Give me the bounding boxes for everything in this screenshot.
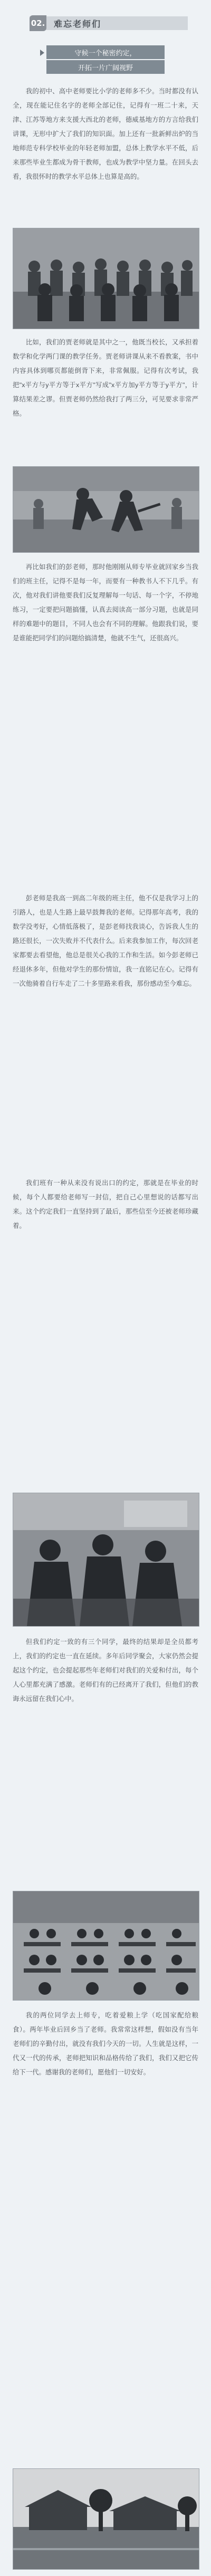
paragraph-5: 我们班有一种从来没有说出口的约定，那就是在毕业的时候，每个人都要给老师写一封信，把自己心里想说的话都写出来。这个约定我们一直坚持到了最后，那些信至今还被老师珍藏着。 [13,1179,198,1229]
section-banner [30,16,188,30]
subheading [46,45,165,75]
paragraph-2: 比如，我们的贾老师就是其中之一，他既当校长，又承担着数学和化学两门课的教学任务。贾老师讲课从来不看教案，书中内容具体到哪页都能倒背下来，非常佩服。记得有次考试，我把"x平方与y平方等于x平方"写成"x平方加y平方等于y平方"，计算结果差之谬。但贾老师仍然给我打了两三分，可见要求非常严格。 [13,339,198,417]
arrow-icon [40,50,44,56]
paragraph-7: 我的两位同学去上师专，吃着爱粮上学（吃国家配给粮食）。两年毕业后回乡当了老师。我常常这样想，假如没有当年老师们的辛勤付出，就没有我们今天的一切。人生就是这样，一代又一代的传承，老师把知识和品格传给了我们，我们又把它传给下一代。感谢我的老师们，愿他们一切安好。 [13,2012,198,2076]
paragraph-1: 我的初中、高中老师要比小学的老师多不少。当时都没有认全，现在能记住名字的老师全部记住，记得有一班二十来，天津、江苏等地方来支援大西北的老师，德威基地方的方言给我们讲课，无形中扩大了我们的知识面。加上还有一批新鲜出炉的当地师范专科学校毕业的年轻老师加盟，总体上教学水平不低，后来那些毕业生都成为骨干教师，也成为教学中坚力量。在回头去看，我很怀时的教学水平总体上也算是高的。 [13,88,198,180]
section-number: 02. [30,15,46,31]
campus-photo [13,2468,199,2570]
paragraph-3: 再比如我们的彭老师，那时他刚刚从师专毕业就回家乡当我们的班主任，记得不是每一年，而要有一种教书人不下几乎。有次，他对我们讲他要我们反复理解每一句话、每一个字，不停地练习，一定要把问题搞懂，认真去阅读高一部分习题，也就是同样的难题中的题目，不同人也会有不同的理解。他跟我们说，要是谁能把同学们的问题给搞清楚，他就不生气，还很高兴。 [13,563,198,642]
classroom-photo [13,1891,199,2001]
section-title: 难忘老师们 [54,18,102,29]
teachers-photo [13,1493,199,1627]
group-photo-1 [13,228,199,329]
martial-arts-photo [13,466,199,553]
paragraph-6: 但我们约定一致的有三个同学，最终的结果却是全员都考上，我们的约定也一直在延续。多年后同学聚会，大家仍然会提起这个约定，也会提起那些年老师们对我们的关爱和付出，每个人心里都充满了感激。老师们有的已经离开了我们，但他们的教诲永远留在我们心中。 [13,1638,198,1703]
paragraph-4: 彭老师是我高一到高二年级的班主任，他不仅是我学习上的引路人，也是人生路上最早鼓舞我的老师。记得那年高考，我的数学没考好，心情低落极了，是彭老师找我谈心，告诉我人生的路还很长，一次失败并不代表什么。后来我参加工作，每次回老家都要去看望他，他总是很关心我的工作和生活。如今彭老师已经退休多年，但他对学生的那份情谊，我一直铭记在心。记得有一次他骑着自行车走了二十多里路来看我，那份感动至今难忘。 [13,895,198,987]
subheading-line-2: 开拓一片广阔视野 [46,60,165,74]
subheading-line-1: 守候一个秘密约定， [46,45,165,59]
